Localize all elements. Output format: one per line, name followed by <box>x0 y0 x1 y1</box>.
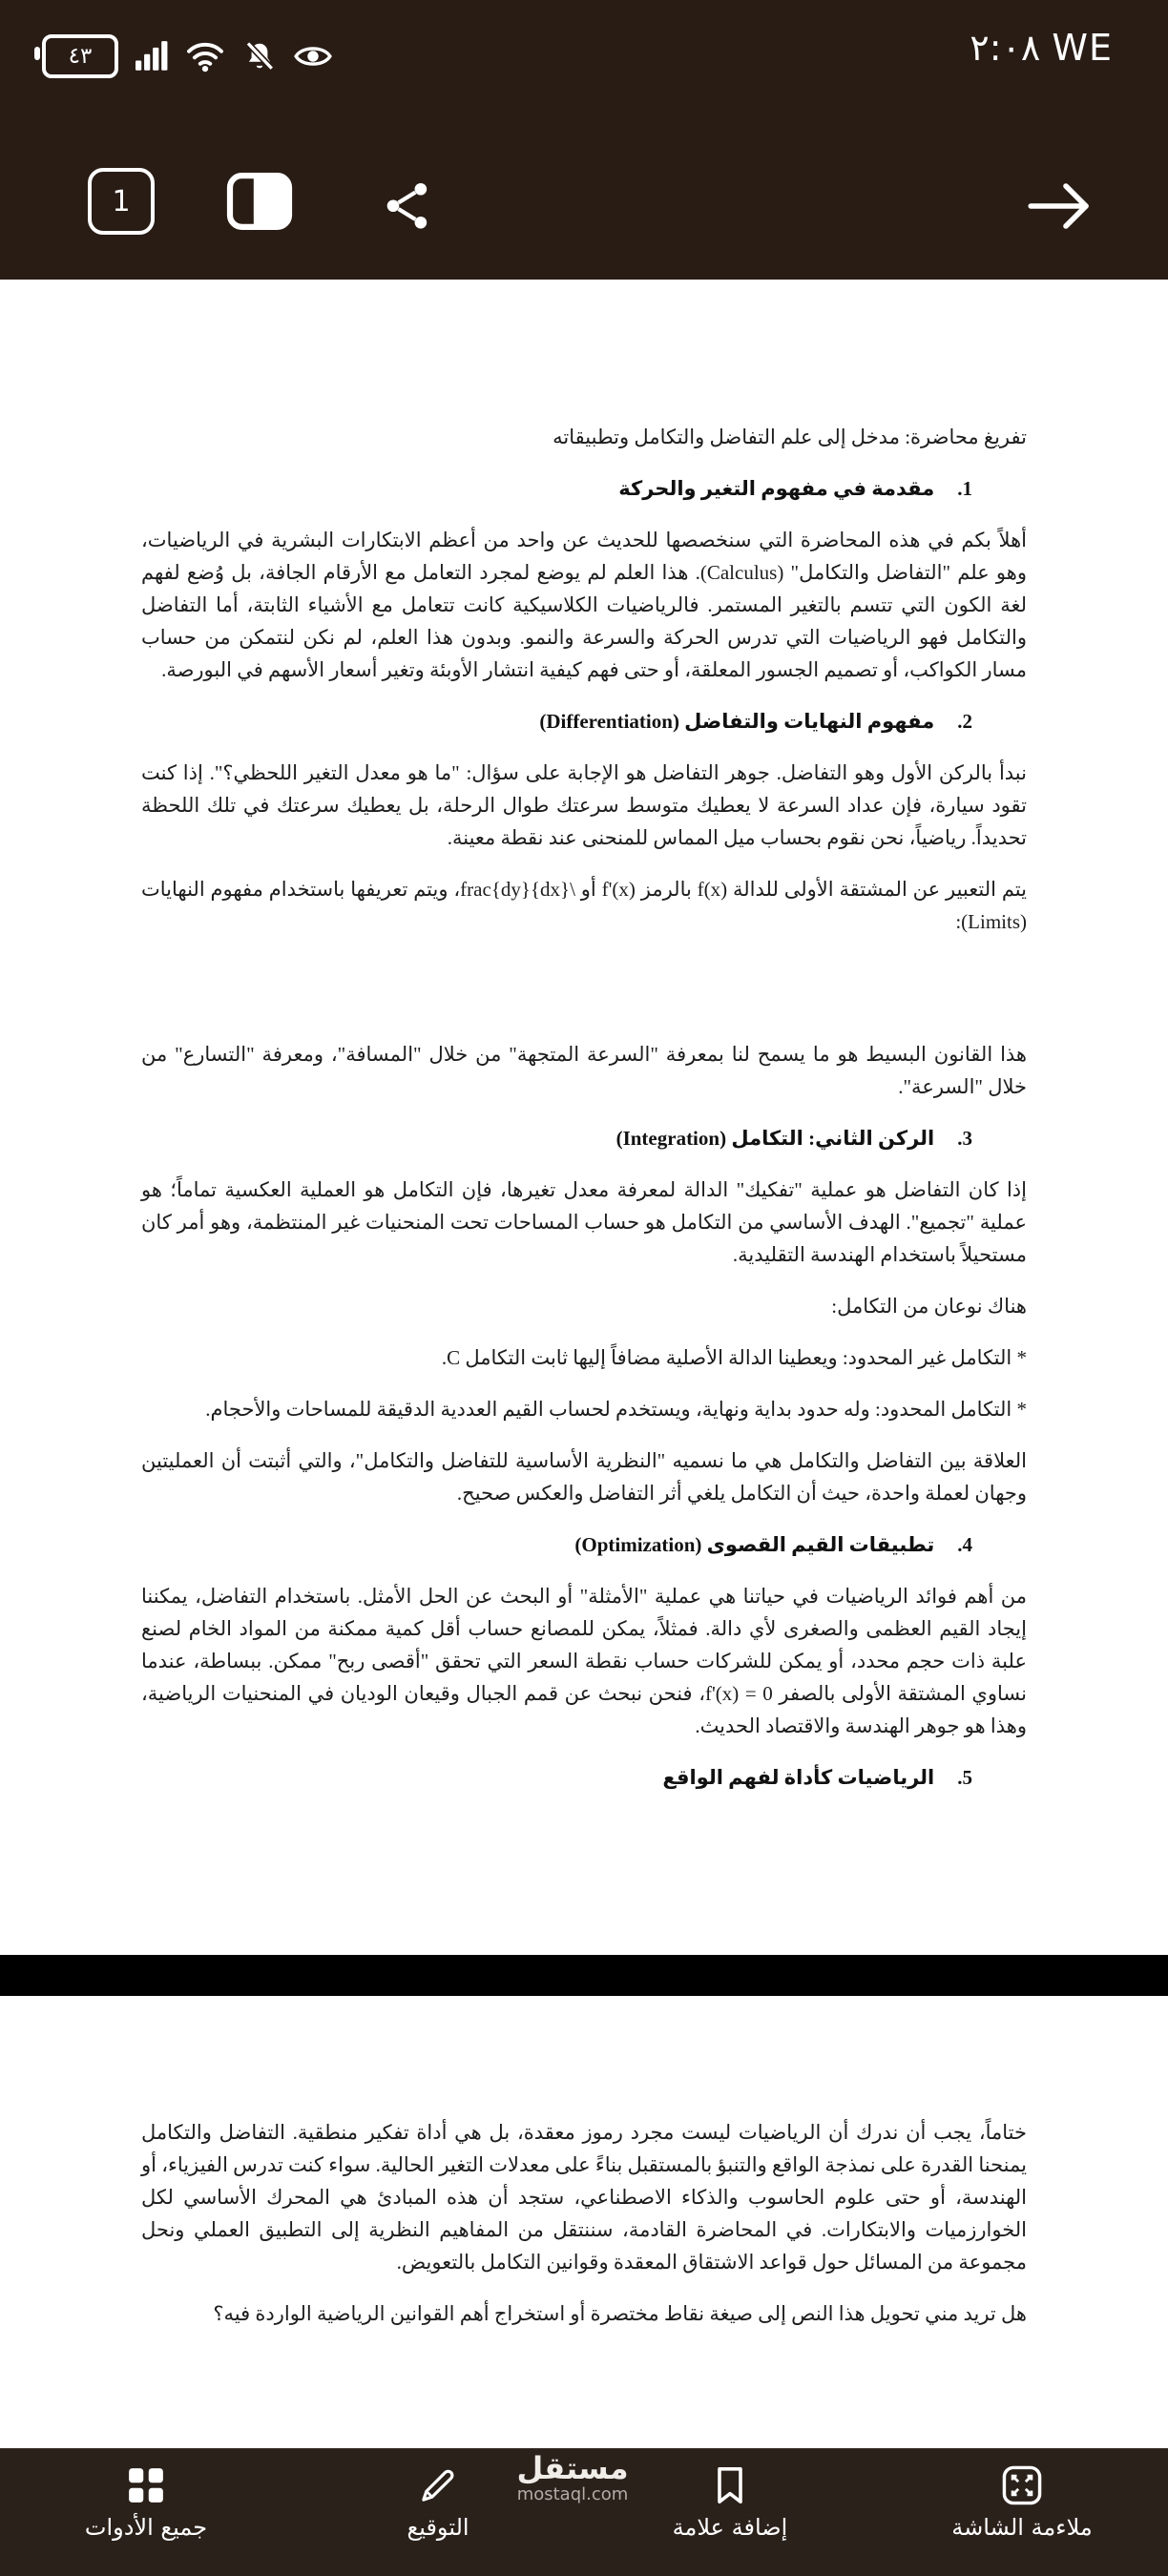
paragraph: نبدأ بالركن الأول وهو التفاضل. جوهر التفاضل هو الإجابة على سؤال: "ما هو معدل التغير اللحظي؟". إذا كنت تقود سيارة، فإن عداد السرعة لا يعطيك متوسط سرعتك طوال الرحلة، بل يعطيك سرعتك في تلك اللحظة تحديداً. رياضياً، نحن نقوم بحساب ميل المماس للمنحنى عند نقطة معينة. <box>141 761 1027 849</box>
heading-2 <box>141 705 1027 737</box>
reading-mode-icon <box>225 172 294 231</box>
signature-button[interactable] <box>292 2449 584 2576</box>
page-separator <box>0 1955 1168 1996</box>
pdf-page-2[interactable] <box>0 1996 1168 2448</box>
status-time-carrier: ٢:٠٨ WE <box>970 27 1113 69</box>
battery-icon <box>42 34 118 78</box>
bullet-item: * التكامل المحدود: وله حدود بداية ونهاية، ويستخدم لحساب القيم العددية الدقيقة للمساحات والأحجام. <box>205 1398 1027 1421</box>
status-icons <box>42 34 332 78</box>
viewer-toolbar <box>0 151 1168 261</box>
bullet-item: * التكامل غير المحدود: ويعطينا الدالة الأصلية مضافاً إليها ثابت التكامل C. <box>441 1346 1027 1369</box>
heading-3-text: الركن الثاني: التكامل (Integration) <box>615 1127 935 1150</box>
paragraph: أهلاً بكم في هذه المحاضرة التي سنخصصها للحديث عن واحد من أعظم الابتكارات البشرية في الرياضيات، وهو علم "التفاضل والتكامل" (Calculus). هذا العلم لم يوضع لمجرد التعامل مع الأرقام الجافة، بل وُضع لفهم لغة الكون التي تتسم بالتغير المستمر. فالرياضيات الكلاسيكية كانت تتعامل مع الأشياء الثابتة، أما التفاضل والتكامل فهو الرياضيات التي تدرس الحركة والسرعة والنمو. وبدون هذا العلم، لم نكن لنتمكن من حساب مسار الكواكب، أو تصميم الجسور المعلقة، أو حتى فهم كيفية انتشار الأوبئة وتغير أسعار الأسهم في البورصة. <box>141 529 1027 681</box>
formula-whitespace <box>141 957 1027 1038</box>
heading-2-number: 2. <box>957 710 972 733</box>
bottom-toolbar <box>0 2448 1168 2576</box>
paragraph: ختاماً، يجب أن ندرك أن الرياضيات ليست مجرد رموز معقدة، بل هي أداة تفكير منطقية. التفاضل والتكامل يمنحنا القدرة على نمذجة الواقع والتنبؤ بالمستقبل بناءً على معدلات التغير الحالية. سواء كنت تدرس الفيزياء، أو الهندسة، أو حتى علوم الحاسوب والذكاء الاصطناعي، ستجد أن هذه المبادئ هي المحرك الأساسي لكل الخوارزميات والابتكارات. في المحاضرة القادمة، سننتقل من المفاهيم النظرية إلى التطبيق العملي ونحل مجموعة من المسائل حول قواعد الاشتقاق المعقدة وقوانين التكامل بالتعويض. <box>141 2121 1027 2274</box>
arrow-right-icon <box>1023 179 1095 233</box>
add-bookmark-button[interactable] <box>584 2449 876 2576</box>
heading-1-text: مقدمة في مفهوم التغير والحركة <box>618 477 935 500</box>
pdf-page-1[interactable] <box>0 280 1168 1955</box>
heading-3-number: 3. <box>957 1127 972 1150</box>
paragraph: يتم التعبير عن المشتقة الأولى للدالة f(x) بالرمز f'(x) أو \frac{dy}{dx}، ويتم تعريفها باستخدام مفهوم النهايات (Limits): <box>141 878 1027 933</box>
all-tools-button[interactable] <box>0 2449 292 2576</box>
eye-icon <box>294 42 332 71</box>
battery-percent: ٤٣ <box>68 43 93 69</box>
add-bookmark-label: إضافة علامة <box>672 2514 788 2541</box>
forward-arrow-button[interactable] <box>1023 179 1095 233</box>
signal-icon <box>136 40 168 73</box>
heading-1 <box>141 472 1027 505</box>
paragraph: هناك نوعان من التكامل: <box>831 1295 1027 1318</box>
watermark-domain: mostaql.com <box>516 2484 629 2504</box>
app-header <box>0 0 1168 280</box>
watermark-name: مستقل <box>516 2450 629 2486</box>
bookmark-icon <box>709 2464 751 2506</box>
paragraph: هذا القانون البسيط هو ما يسمح لنا بمعرفة "السرعة المتجهة" من خلال "المسافة"، ومعرفة "التسارع" من خلال "السرعة". <box>141 1043 1027 1098</box>
paragraph: هل تريد مني تحويل هذا النص إلى صيغة نقاط مختصرة أو استخراج أهم القوانين الرياضية الواردة فيه؟ <box>213 2302 1027 2325</box>
doc-title: تفريغ محاضرة: مدخل إلى علم التفاضل والتكامل وتطبيقاته <box>553 426 1027 448</box>
heading-5-number: 5. <box>957 1766 972 1789</box>
fit-screen-icon <box>1001 2464 1043 2506</box>
notifications-off-icon <box>242 39 277 73</box>
heading-4 <box>141 1528 1027 1561</box>
page-number: 1 <box>112 184 131 218</box>
all-tools-label: جميع الأدوات <box>84 2514 208 2541</box>
wifi-icon <box>185 40 225 73</box>
heading-4-text: تطبيقات القيم القصوى (Optimization) <box>574 1533 935 1556</box>
paragraph: العلاقة بين التفاضل والتكامل هي ما نسميه "النظرية الأساسية للتفاضل والتكامل"، والتي أثبتت أن العمليتين وجهان لعملة واحدة، حيث أن التكامل يلغي أثر التفاضل والعكس صحيح. <box>141 1449 1027 1505</box>
paragraph: من أهم فوائد الرياضيات في حياتنا هي عملية "الأمثلة" أو البحث عن الحل الأمثل. باستخدام التفاضل، يمكننا إيجاد القيم العظمى والصغرى لأي دالة. فمثلاً، يمكن للمصانع حساب أقل كمية ممكنة من المواد الخام لصنع علبة ذات حجم محدد، أو يمكن للشركات حساب نقطة السعر التي تحقق "أقصى ربح" ممكن. ببساطة، عندما نساوي المشتقة الأولى بالصفر f'(x) = 0، فنحن نبحث عن قمم الجبال وقيعان الوديان في المنحنيات الرياضية، وهذا هو جوهر الهندسة والاقتصاد الحديث. <box>141 1585 1027 1737</box>
paragraph: إذا كان التفاضل هو عملية "تفكيك" الدالة لمعرفة معدل تغيرها، فإن التكامل هو العملية العكسية تماماً؛ هو عملية "تجميع". الهدف الأساسي من التكامل هو حساب المساحات تحت المنحنيات غير المنتظمة، وهو أمر كان مستحيلاً باستخدام الهندسة التقليدية. <box>141 1178 1027 1266</box>
signature-label: التوقيع <box>407 2514 469 2541</box>
share-button[interactable] <box>380 177 433 231</box>
grid-icon <box>125 2464 167 2506</box>
share-icon <box>380 177 433 231</box>
reading-mode-button[interactable] <box>225 172 294 231</box>
fit-screen-button[interactable] <box>876 2449 1168 2576</box>
page-number-button[interactable] <box>88 168 155 235</box>
heading-1-number: 1. <box>957 477 972 500</box>
heading-5-text: الرياضيات كأداة لفهم الواقع <box>662 1766 935 1789</box>
fit-screen-label: ملاءمة الشاشة <box>951 2514 1093 2541</box>
heading-5 <box>141 1761 1027 1794</box>
heading-2-text: مفهوم النهايات والتفاضل (Differentiation) <box>539 710 935 733</box>
heading-4-number: 4. <box>957 1533 972 1556</box>
signature-pen-icon <box>417 2464 459 2506</box>
heading-3 <box>141 1122 1027 1154</box>
